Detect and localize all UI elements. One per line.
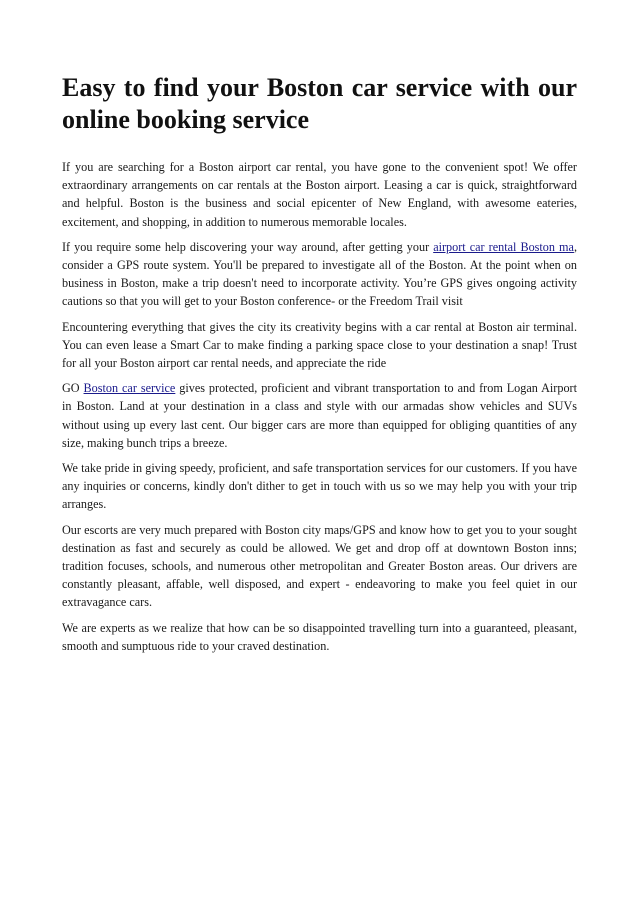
paragraph-gps [62, 238, 577, 311]
paragraph-go-text-before: GO [62, 381, 84, 396]
paragraph-gps-text-before: If you require some help discovering your way around, after getting your [62, 239, 434, 254]
paragraph-pride: We take pride in giving speedy, proficient, and safe transportation services for our customers. If you have any inquiries or concerns, kindly don't dither to get in touch with us so we may help you with your trip arranges. [62, 461, 577, 512]
paragraph-go-text-after: gives protected, proficient and vibrant transportation to and from Logan Airport in Boston. Land at your destination in a class and style with our armadas show vehicles and SUVs without using up every last cent. Our bigger cars are more than equipped for obliging quantities of any size, making bunch trips a breeze. [62, 381, 578, 450]
paragraph-escorts: Our escorts are very much prepared with Boston city maps/GPS and know how to get you to your sought destination as fast and securely as could be allowed. We get and drop off at downtown Boston inns; tradition focuses, schools, and numerous other metropolitan and Greater Boston areas. Our drivers are constantly pleasant, affable, well disposed, and expert - endeavoring to make you feel quiet in our extravagance cars. [62, 522, 577, 610]
paragraph-gps-text-after: , consider a GPS route system. You'll be prepared to investigate all of the Boston. At the point when on business in Boston, make a trip doesn't need to incorporate activity. You’re GPS gives ongoing activity cautions so that you will get to your Boston conference- or the Freedom Trail visit [62, 239, 577, 309]
airport-car-rental-link[interactable]: airport car rental Boston ma [433, 239, 574, 254]
paragraph-go-service [62, 379, 577, 452]
boston-car-service-link[interactable]: Boston car service [83, 381, 176, 396]
paragraph-smart-car: Encountering everything that gives the city its creativity begins with a car rental at Boston air terminal. You can even lease a Smart Car to make finding a parking space close to your destination a snap! Trust for all your Boston airport car rental needs, and appreciate the ride [62, 319, 577, 371]
paragraph-experts: We are experts as we realize that how can be so disappointed travelling turn into a guaranteed, pleasant, smooth and sumptuous ride to your craved destination. [62, 620, 577, 653]
document-page [62, 72, 577, 662]
page-title: Easy to find your Boston car service with our online booking service [62, 73, 577, 134]
paragraph-intro: If you are searching for a Boston airport car rental, you have gone to the convenient spot! We offer extraordinary arrangements on car rentals at the Boston airport. Leasing a car is quick, straightforward and helpful. Boston is the business and social epicenter of New England, with awesome eateries, excitement, and shopping, in addition to numerous memorable locales. [62, 160, 577, 229]
